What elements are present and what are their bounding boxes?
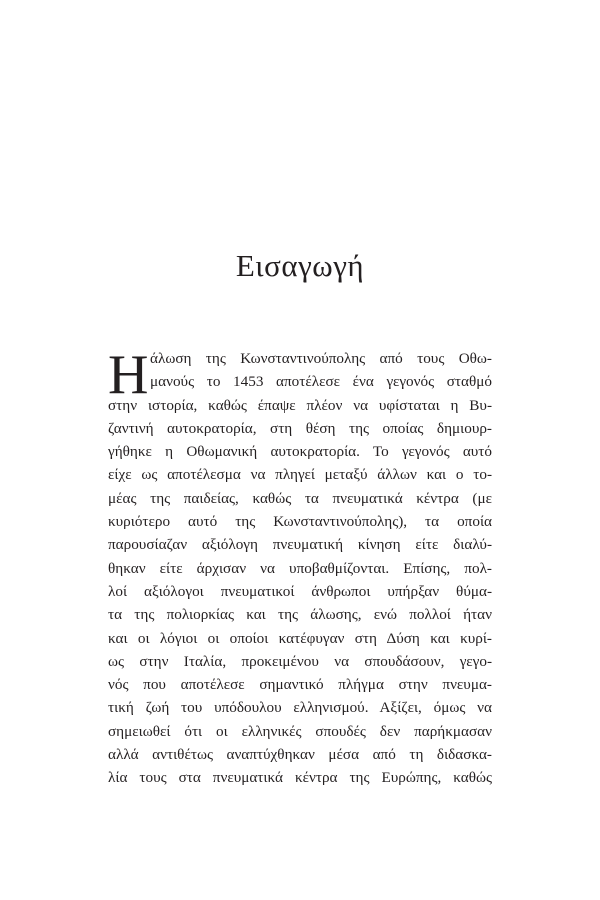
text-line: αλλά αντιθέτως αναπτύχθηκαν μέσα από τη διδασκα- [108,746,492,764]
text-line: γήθηκε η Οθωμανική αυτοκρατορία. Το γεγονός αυτό [108,443,492,461]
drop-cap: Η [108,344,149,406]
text-line: τική ζωή του υπόδουλου ελληνισμού. Αξίζει, όμως να [108,699,492,717]
text-line: μέας της παιδείας, καθώς τα πνευματικά κέντρα (με [108,489,492,507]
text-line: νός που αποτέλεσε σημαντικό πλήγμα στην πνευμα- [108,676,492,694]
text-line: ως στην Ιταλία, προκειμένου να σπουδάσουν, γεγο- [108,652,492,670]
text-line: σημειωθεί ότι οι ελληνικές σπουδές δεν παρήκμασαν [108,722,492,740]
text-line: και οι λόγιοι οι οποίοι κατέφυγαν στη Δύση και κυρί- [108,629,492,647]
text-line: άλωση της Κωνσταντινούπολης από τους Οθω- [150,350,492,367]
text-line: λία τους στα πνευματικά κέντρα της Ευρώπης, καθώς [108,769,492,787]
text-line: κυριότερο αυτό της Κωνσταντινούπολης), τα οποία [108,513,492,531]
text-line: μανούς το 1453 αποτέλεσε ένα γεγονός σταθμό [150,373,492,391]
text-line: ζαντινή αυτοκρατορία, στη θέση της οποίας δημιουρ- [108,419,492,437]
text-line: παρουσίαζαν αξιόλογη πνευματική κίνηση είτε διαλύ- [108,536,492,554]
chapter-title: Εισαγωγή [235,248,365,283]
text-line: στην ιστορία, καθώς έπαψε πλέον να υφίσταται η Βυ- [108,396,492,414]
text-line: θηκαν είτε άρχισαν να υποβαθμίζονται. Επίσης, πολ- [108,559,492,577]
text-line: είχε ως αποτέλεσμα να πληγεί μεταξύ άλλων και ο το- [108,466,492,484]
body-paragraph [108,344,492,790]
text-line: τα της πολιορκίας και της άλωσης, ενώ πολλοί ήταν [108,606,492,624]
text-line: λοί αξιόλογοι πνευματικοί άνθρωποι υπήρξαν θύμα- [108,582,492,600]
